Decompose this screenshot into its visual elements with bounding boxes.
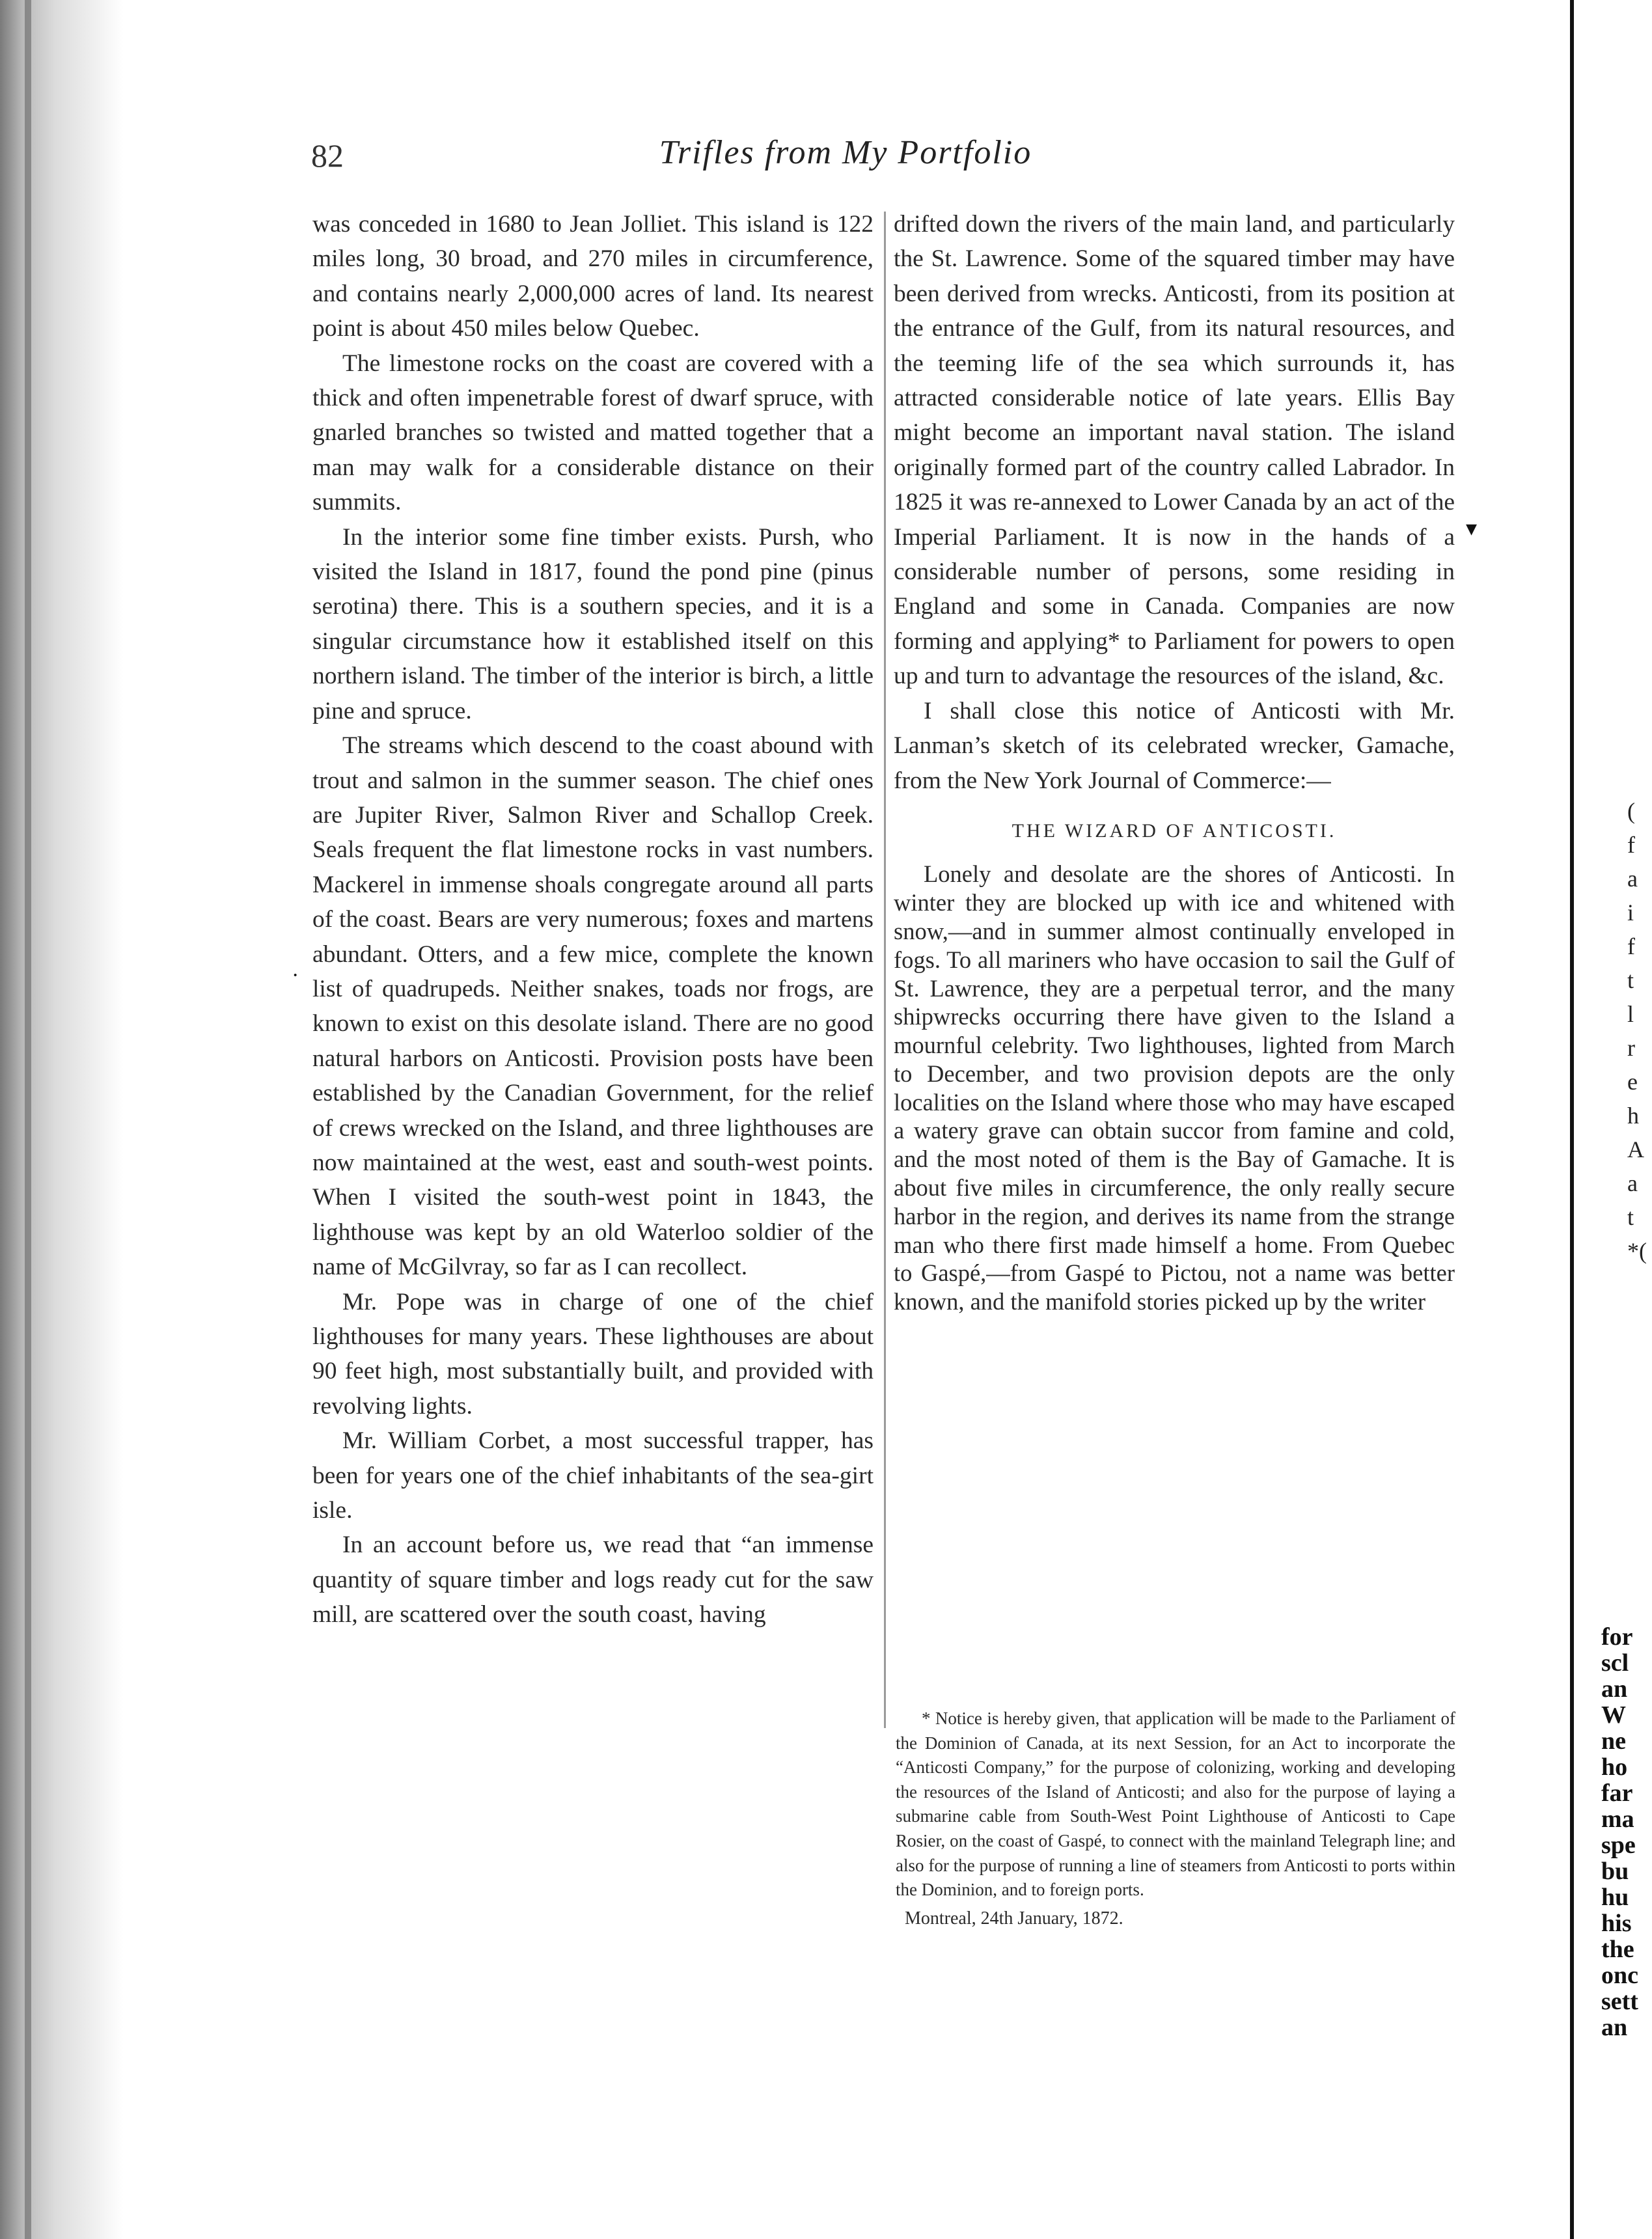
paragraph: Mr. William Corbet, a most successful trapper, has been for years one of the chief inhabitants of the sea-girt isle. <box>312 1427 874 1524</box>
paragraph: Mr. Pope was in charge of one of the chief lighthouses for many years. These lighthouses are about 90 feet high, most substantially built, and provided with revolving lights. <box>312 1288 874 1420</box>
running-title: Trifles from My Portfolio <box>659 134 1032 171</box>
facing-page-fragments-lower: for scl an W ne ho far ma spe bu hu his the onc sett an <box>1601 1624 1638 2040</box>
page-gutter-shadow <box>0 0 124 2239</box>
column-divider <box>884 212 886 1728</box>
footnote-text: * Notice is hereby given, that application will be made to the Parliament of the Dominion of Canada, at its next Session, for an Act to incorporate the “Anticosti Company,” for the purpose of colonizing, working and developing the resources of the Island of Anticosti; and also for the purpose of laying a submarine cable from South-West Point Lighthouse of Anticosti to Cape Rosier, on the coast of Gaspé, to connect with the mainland Telegraph line; and also for the purpose of running a line of steamers from Anticosti to ports within the Dominion, and to foreign ports. <box>896 1709 1455 1900</box>
paragraph: The streams which descend to the coast abound with trout and salmon in the summer season. The chief ones are Jupiter River, Salmon River and Schallop Creek. Seals frequent the flat limestone rocks in vast numbers. Mackerel in immense shoals congregate around all parts of the coast. Bears are very numerous; foxes and martens abundant. Otters, and a few mice, complete the known list of quadrupeds. Neither snakes, toads nor frogs, are known to exist on this desolate island. There are no good natural harbors on Anticosti. Provision posts have been established by the Canadian Government, for the relief of crews wrecked on the Island, and three lighthouses are now maintained at the west, east and south-west points. When I visited the south-west point in 1843, the lighthouse was kept by an old Waterloo soldier of the name of McGilvray, so far as I can recollect. <box>312 732 874 1281</box>
paragraph: drifted down the rivers of the main land, and particularly the St. Lawrence. Some of the squared timber may have been derived from wrecks. Anticosti, from its position at the entrance of the Gulf, from its natural resources, and the teeming life of the sea which surrounds it, has attracted considerable notice of late years. Ellis Bay might become an important naval station. The island originally formed part of the country called Labrador. In 1825 it was re-annexed to Lower Canada by an act of the Imperial Parliament. It is now in the hands of a considerable number of persons, some residing in England and some in Canada. Companies are now forming and applying* to Parliament for powers to open up and turn to advantage the resources of the island, &c. <box>894 211 1455 690</box>
paragraph: In an account before us, we read that “an immense quantity of square timber and logs ready cut for the saw mill, are scattered over the south coast, having <box>312 1532 874 1628</box>
page-number: 82 <box>311 137 344 174</box>
paragraph: The limestone rocks on the coast are covered with a thick and often impenetrable forest of dwarf spruce, with gnarled branches so twisted and matted together that a man may walk for a considerable distance on their summits. <box>312 350 874 516</box>
paragraph: Lonely and desolate are the shores of Anticosti. In winter they are blocked up with ice and whitened with snow,—and in summer almost continually enveloped in fogs. To all mariners who have occasion to sail the Gulf of St. Lawrence, they are a perpetual terror, and the many shipwrecks occurring there have given to the Island a mournful celebrity. Two lighthouses, lighted from March to December, and two provision depots are the only localities on the Island where those who may have escaped a watery grave can obtain succor from famine and cold, and the most noted of them is the Bay of Gamache. It is about five miles in circumference, the only really secure harbor in the region, and derives its name from the strange man who there first made himself a home. From Quebec to Gaspé,—from Gaspé to Pictou, not a name was better known, and the manifold stories picked up by the writer <box>894 860 1455 1315</box>
margin-mark: · <box>292 963 299 987</box>
section-heading: THE WIZARD OF ANTICOSTI. <box>1012 819 1337 842</box>
paragraph: was conceded in 1680 to Jean Jolliet. This island is 122 miles long, 30 broad, and 270 miles in circumference, and contains nearly 2,000,000 acres of land. Its nearest point is about 450 miles below Quebec. <box>312 211 874 342</box>
binding-edge <box>25 0 31 2239</box>
paragraph: I shall close this notice of Anticosti with Mr. Lanman’s sketch of its celebrated wrecker, Gamache, from the New York Journal of Commerce:— <box>894 697 1455 794</box>
right-column <box>894 207 1455 1316</box>
margin-mark: ▾ <box>1466 517 1478 541</box>
paragraph: In the interior some fine timber exists. Pursh, who visited the Island in 1817, found the pond pine (pinus serotina) there. This is a southern species, and it is a singular circumstance how it established itself on this northern island. The timber of the interior is birch, a little pine and spruce. <box>312 523 874 724</box>
footnote-dateline: Montreal, 24th January, 1872. <box>905 1908 1123 1929</box>
footnote <box>896 1707 1455 1930</box>
facing-page-fragments: ( f a i f t l r e h A a t *( <box>1627 798 1647 1264</box>
left-column <box>312 207 874 1632</box>
